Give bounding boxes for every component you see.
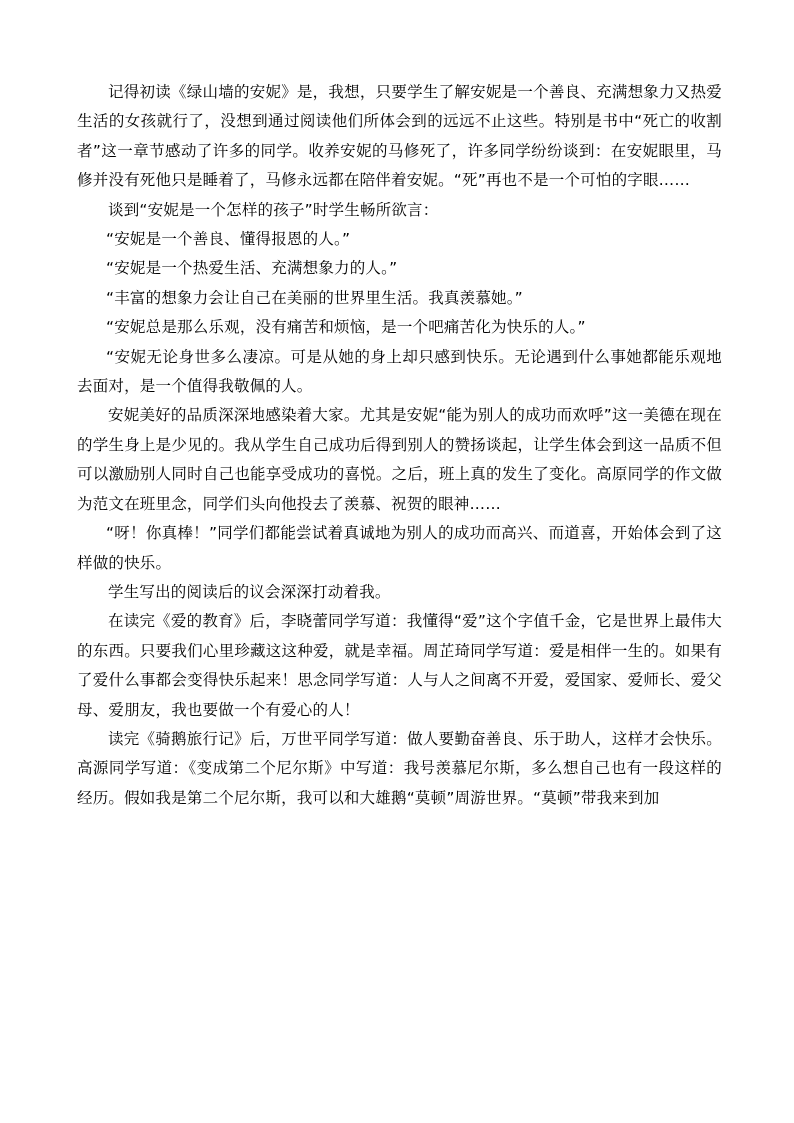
paragraph-nils-journey: 读完《骑鹅旅行记》后，万世平同学写道：做人要勤奋善良、乐于助人，这样才会快乐。高源同学写道：《变成第二个尼尔斯》中写道：我号羡慕尼尔斯，多么想自己也有一段这样的经历。假如我是第二个尼尔斯，我可以和大雄鹅“莫顿”周游世界。“莫顿”带我来到加 (77, 729, 722, 807)
paragraph-you-are-great: “呀！你真棒！”同学们都能尝试着真诚地为别人的成功而高兴、而道喜，开始体会到了这样做的快乐。 (77, 524, 722, 572)
paragraph-education-of-love: 在读完《爱的教育》后，李晓蕾同学写道：我懂得“爱”这个字值千金，它是世界上最伟大的东西。只要我们心里珍藏这这种爱，就是幸福。周芷琦同学写道：爱是相伴一生的。如果有了爱什么事都会变得快乐起来！思念同学写道：人与人之间离不开爱，爱国家、爱师长、爱父母、爱朋友，我也要做一个有爱心的人！ (77, 612, 722, 719)
document-body (77, 78, 722, 813)
quote-admirable: “安妮无论身世多么凄凉。可是从她的身上却只感到快乐。无论遇到什么事她都能乐观地去面对，是一个值得我敬佩的人。 (77, 347, 722, 396)
quote-imagination: “丰富的想象力会让自己在美丽的世界里生活。我真羡慕她。” (106, 288, 523, 307)
paragraph-reflections-lead: 学生写出的阅读后的议会深深打动着我。 (108, 582, 391, 601)
quote-kind-grateful: “安妮是一个善良、懂得报恩的人。” (106, 230, 351, 249)
quote-loves-life: “安妮是一个热爱生活、充满想象力的人。” (106, 259, 398, 278)
paragraph-qualities: 安妮美好的品质深深地感染着大家。尤其是安妮“能为别人的成功而欢呼”这一美德在现在的学生身上是少见的。我从学生自己成功后得到别人的赞扬谈起，让学生体会到这一品质不但可以激励别人同时自己也能享受成功的喜悦。之后，班上真的发生了变化。高原同学的作文做为范文在班里念，同学们头向他投去了羡慕、祝贺的眼神…… (77, 406, 722, 513)
quote-optimistic: “安妮总是那么乐观，没有痛苦和烦恼，是一个吧痛苦化为快乐的人。” (106, 318, 586, 337)
paragraph-intro: 记得初读《绿山墙的安妮》是，我想，只要学生了解安妮是一个善良、充满想象力又热爱生活的女孩就行了，没想到通过阅读他们所体会到的远远不止这些。特别是书中“死亡的收割者”这一章节感动了许多的同学。收养安妮的马修死了，许多同学纷纷谈到：在安妮眼里，马修并没有死他只是睡着了，马修永远都在陪伴着安妮。“死”再也不是一个可怕的字眼…… (77, 83, 722, 190)
paragraph-discussion-lead: 谈到“安妮是一个怎样的孩子”时学生畅所欲言： (108, 200, 439, 219)
